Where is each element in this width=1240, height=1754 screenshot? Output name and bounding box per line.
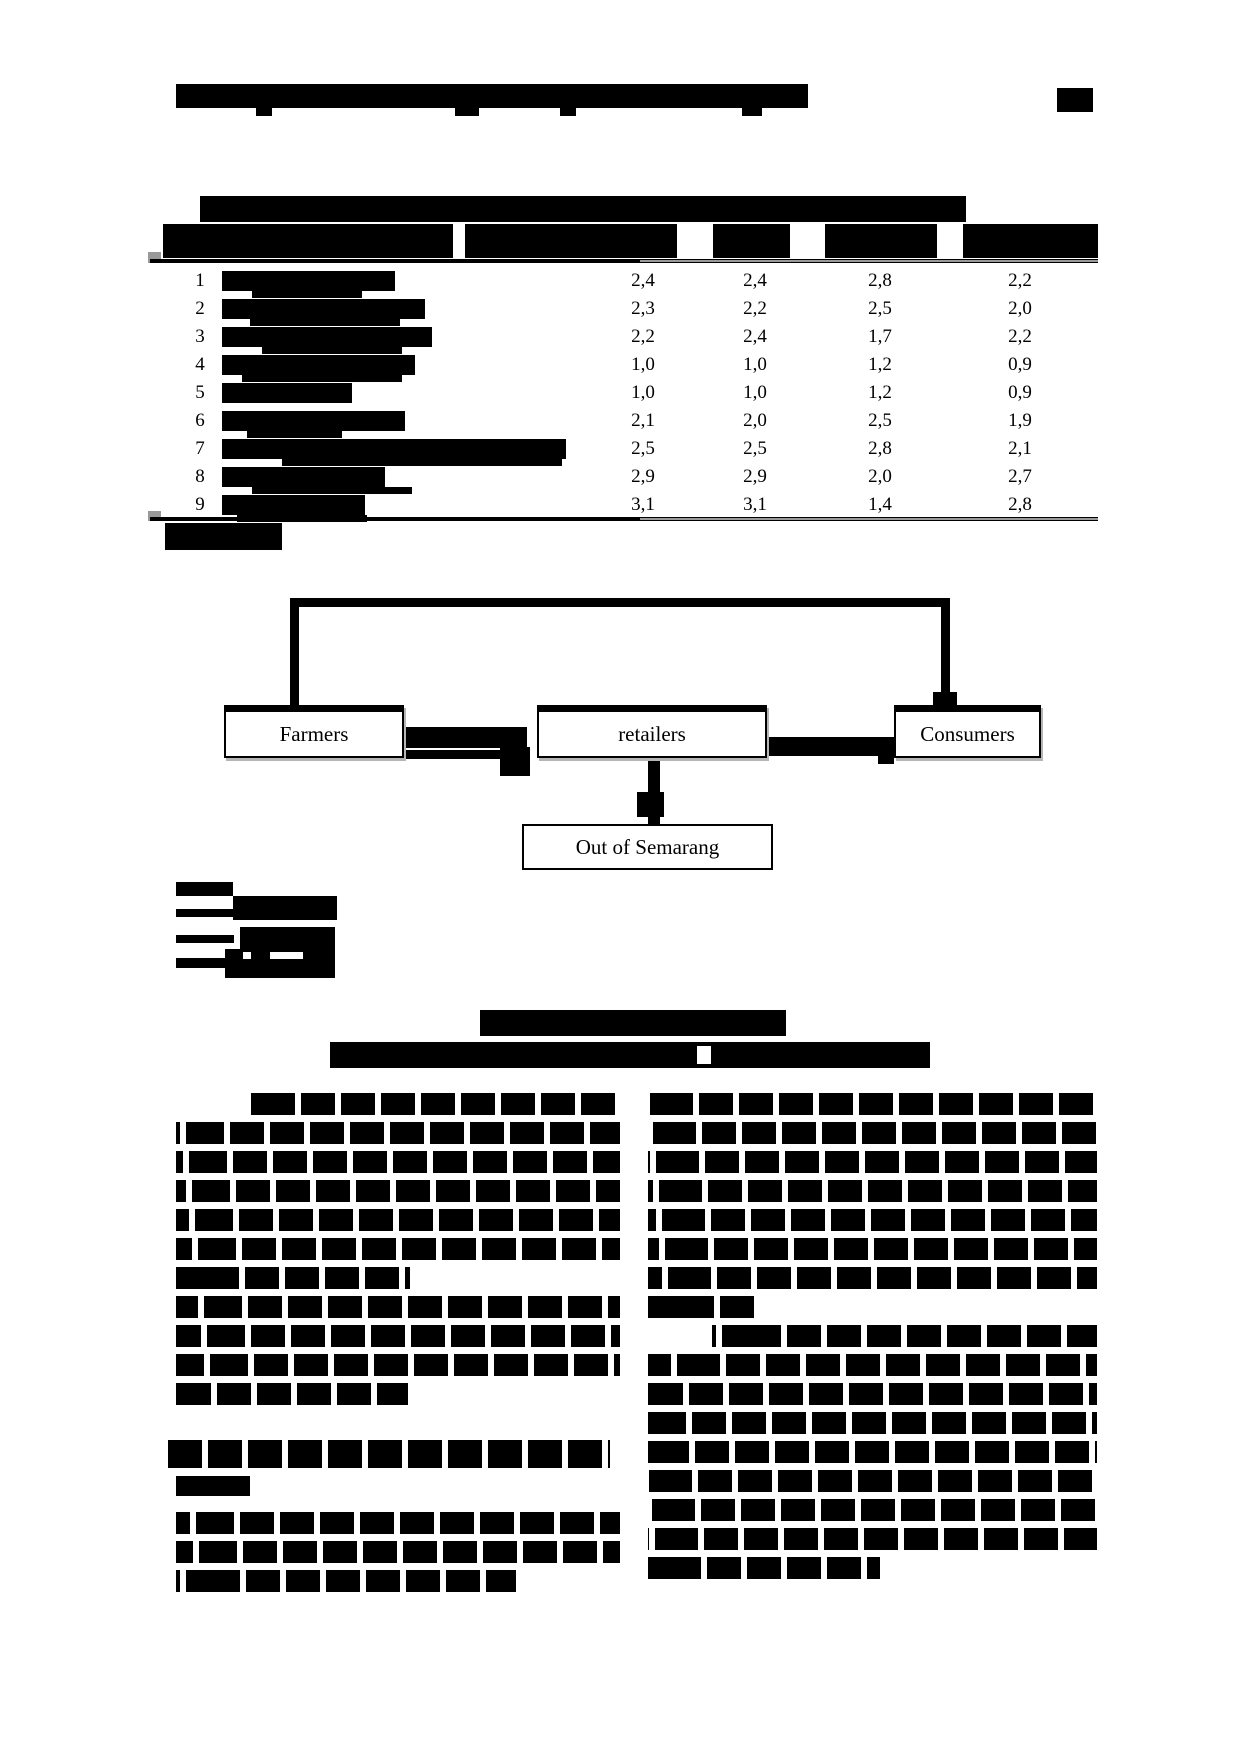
redaction-bar — [176, 958, 225, 968]
redaction-bar — [1057, 88, 1093, 112]
arrow-farmers-to-retailers-upper — [406, 727, 527, 748]
table-cell-value: 2,0 — [1008, 298, 1032, 319]
redaction-bar — [648, 1499, 1097, 1521]
table-commodity-name-redacted — [222, 411, 405, 431]
table-row-number: 7 — [195, 438, 205, 459]
table-commodity-name-redacted — [222, 271, 395, 291]
table-cell-value: 1,9 — [1008, 410, 1032, 431]
table-cell-value: 3,1 — [631, 494, 655, 515]
redaction-bar — [270, 952, 303, 959]
table-cell-value: 2,4 — [743, 326, 767, 347]
table-cell-value: 2,4 — [743, 270, 767, 291]
redaction-bar — [233, 896, 337, 920]
redaction-bar — [176, 1476, 250, 1496]
redaction-bar — [648, 1122, 1097, 1144]
table-commodity-name-redacted — [282, 459, 562, 466]
table-commodity-name-redacted — [222, 467, 385, 487]
redaction-bar — [648, 1093, 1097, 1115]
table-cell-value: 2,7 — [1008, 466, 1032, 487]
table-cell-value: 1,0 — [743, 382, 767, 403]
table-cell-value: 2,8 — [868, 438, 892, 459]
flow-line-left-vertical — [290, 598, 299, 708]
table-cell-value: 2,5 — [868, 410, 892, 431]
redaction-bar — [648, 1557, 880, 1579]
retailers-label: retailers — [618, 721, 686, 746]
table-cell-value: 2,5 — [743, 438, 767, 459]
table-commodity-name-redacted — [262, 347, 402, 354]
table-cell-value: 1,0 — [631, 382, 655, 403]
redaction-bar — [176, 1354, 620, 1376]
table-row-number: 5 — [195, 382, 205, 403]
redaction-bar — [240, 927, 335, 949]
table-cell-value: 2,2 — [1008, 270, 1032, 291]
table-cell-value: 2,8 — [1008, 494, 1032, 515]
table-cell-value: 2,2 — [631, 326, 655, 347]
redaction-bar — [963, 224, 1098, 258]
table-commodity-name-redacted — [222, 327, 432, 347]
redaction-bar — [176, 1383, 408, 1405]
redaction-bar — [250, 1093, 620, 1115]
redaction-bar — [176, 1238, 620, 1260]
table-commodity-name-redacted — [237, 515, 367, 522]
table-cell-value: 3,1 — [743, 494, 767, 515]
table-row-number: 4 — [195, 354, 205, 375]
redaction-bar — [465, 224, 677, 258]
redaction-bar — [648, 1354, 1097, 1376]
redaction-bar — [176, 1512, 620, 1534]
redaction-bar — [712, 1325, 1097, 1347]
redaction-bar — [165, 523, 282, 550]
redaction-bar — [176, 1570, 516, 1592]
table-commodity-name-redacted — [222, 383, 352, 403]
redaction-bar — [648, 1412, 1097, 1434]
arrow-retailers-to-consumers — [767, 737, 894, 756]
redaction-bar — [256, 108, 272, 116]
redaction-bar — [168, 1440, 610, 1468]
redaction-bar — [648, 1151, 1097, 1173]
table-commodity-name-redacted — [250, 319, 400, 326]
table-cell-value: 2,3 — [631, 298, 655, 319]
redaction-bar — [648, 1209, 1097, 1231]
redaction-bar — [176, 1267, 410, 1289]
redaction-bar — [560, 108, 576, 116]
table-commodity-name-redacted — [252, 487, 412, 494]
consumers-label: Consumers — [920, 721, 1015, 746]
arrow-retailers-to-consumers-head — [878, 755, 894, 764]
diagram-box-farmers — [224, 705, 404, 758]
table-cell-value: 2,1 — [631, 410, 655, 431]
table-cell-value: 2,5 — [631, 438, 655, 459]
redaction-bar — [480, 1010, 786, 1036]
redaction-bar — [176, 1151, 620, 1173]
table-cell-value: 1,2 — [868, 382, 892, 403]
table-cell-value: 2,9 — [743, 466, 767, 487]
table-cell-value: 2,2 — [1008, 326, 1032, 347]
redaction-bar — [648, 1470, 1097, 1492]
table-cell-value: 0,9 — [1008, 354, 1032, 375]
redaction-bar — [648, 1238, 1097, 1260]
redaction-bar — [200, 196, 966, 222]
redaction-bar — [176, 909, 234, 917]
table-cell-value: 2,9 — [631, 466, 655, 487]
redaction-bar — [825, 224, 937, 258]
redaction-bar — [640, 518, 1098, 520]
table-commodity-name-redacted — [247, 431, 342, 438]
diagram-box-consumers — [894, 705, 1041, 758]
table-commodity-name-redacted — [222, 439, 566, 459]
table-cell-value: 2,8 — [868, 270, 892, 291]
table-cell-value: 2,4 — [631, 270, 655, 291]
redaction-bar — [176, 882, 233, 896]
redaction-bar — [176, 1296, 620, 1318]
redaction-bar — [455, 108, 479, 116]
table-cell-value: 1,2 — [868, 354, 892, 375]
redaction-bar — [176, 935, 234, 943]
table-commodity-name-redacted — [222, 299, 425, 319]
diagram-box-retailers — [537, 705, 767, 758]
redaction-bar — [176, 1209, 620, 1231]
redaction-bar — [640, 260, 1098, 262]
arrow-farmers-to-retailers-head — [500, 747, 530, 776]
table-commodity-name-redacted — [222, 355, 415, 375]
table-commodity-name-redacted — [222, 495, 365, 515]
table-row-number: 2 — [195, 298, 205, 319]
table-cell-value: 0,9 — [1008, 382, 1032, 403]
table-row-number: 3 — [195, 326, 205, 347]
redaction-bar — [163, 224, 453, 258]
redaction-bar — [648, 1383, 1097, 1405]
redaction-bar — [176, 1325, 620, 1347]
redaction-bar — [176, 1180, 620, 1202]
redaction-bar — [243, 952, 251, 959]
flow-line-right-vertical — [941, 598, 950, 698]
table-commodity-name-redacted — [252, 291, 362, 298]
table-cell-value: 1,7 — [868, 326, 892, 347]
table-cell-value: 2,0 — [868, 466, 892, 487]
redaction-bar — [176, 1541, 620, 1563]
farmers-label: Farmers — [279, 721, 349, 746]
redaction-bar — [648, 1441, 1097, 1463]
table-cell-value: 1,0 — [743, 354, 767, 375]
table-cell-value: 1,4 — [868, 494, 892, 515]
redaction-bar — [176, 1122, 620, 1144]
out-of-semarang-label: Out of Semarang — [575, 834, 720, 859]
table-cell-value: 2,2 — [743, 298, 767, 319]
redaction-bar — [176, 84, 808, 108]
table-cell-value: 2,5 — [868, 298, 892, 319]
redaction-bar — [648, 1267, 1097, 1289]
redaction-bar — [648, 1296, 760, 1318]
table-row-number: 8 — [195, 466, 205, 487]
table-cell-value: 1,0 — [631, 354, 655, 375]
redaction-bar — [648, 1180, 1097, 1202]
table-commodity-name-redacted — [242, 375, 402, 382]
redaction-bar — [713, 224, 790, 258]
table-cell-value: 2,1 — [1008, 438, 1032, 459]
arrowhead-retailers-to-out — [637, 792, 664, 817]
diagram-box-out-of-semarang — [522, 824, 773, 870]
table-row-number: 6 — [195, 410, 205, 431]
redaction-bar — [742, 108, 762, 116]
flow-line-top-horizontal — [290, 598, 950, 607]
table-row-number: 9 — [195, 494, 205, 515]
table-cell-value: 2,0 — [743, 410, 767, 431]
redaction-bar — [697, 1046, 711, 1064]
table-row-number: 1 — [195, 270, 205, 291]
redaction-bar — [330, 1042, 930, 1068]
redaction-bar — [648, 1528, 1097, 1550]
